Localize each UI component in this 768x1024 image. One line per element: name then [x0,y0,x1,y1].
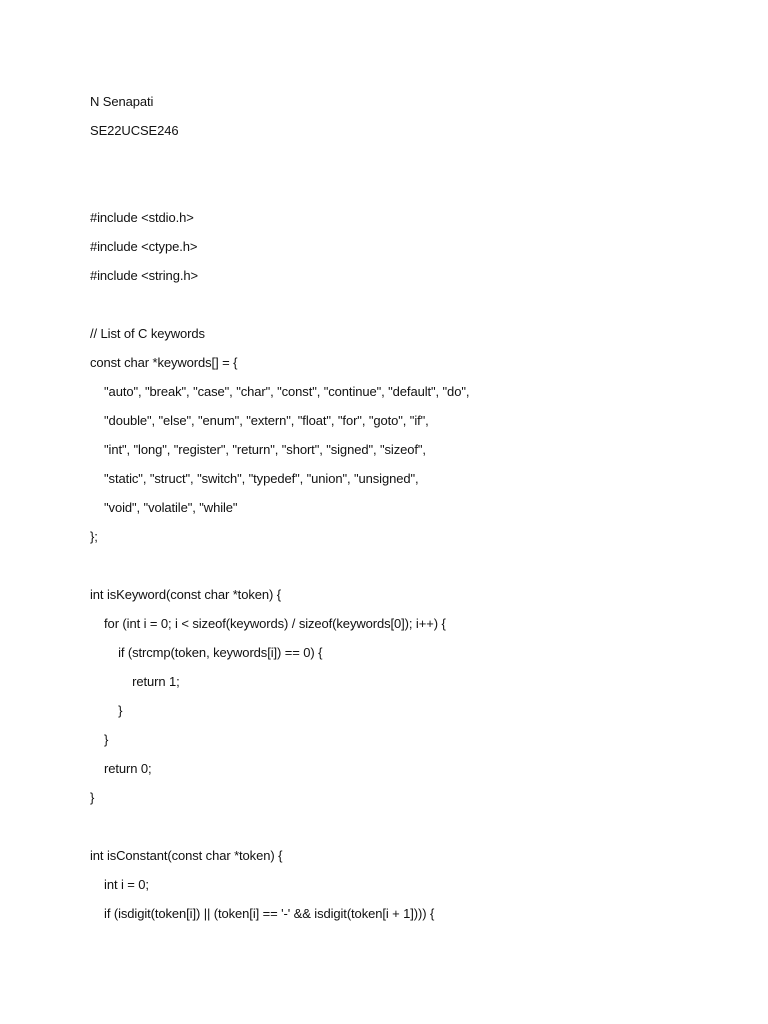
code-line: "int", "long", "register", "return", "short", "signed", "sizeof", [90,442,426,457]
student-id: SE22UCSE246 [90,123,179,138]
code-line: }; [90,529,98,544]
code-line: } [90,703,123,718]
code-comment: // List of C keywords [90,326,205,341]
code-line: "auto", "break", "case", "char", "const", "continue", "default", "do", [90,384,470,399]
author-name: N Senapati [90,94,154,109]
code-line: #include <stdio.h> [90,210,194,225]
code-line: return 1; [90,674,180,689]
code-line: #include <ctype.h> [90,239,198,254]
code-line: } [90,732,109,747]
code-line: "static", "struct", "switch", "typedef", "union", "unsigned", [90,471,419,486]
code-line: int isConstant(const char *token) { [90,848,283,863]
code-line: #include <string.h> [90,268,198,283]
code-line: "double", "else", "enum", "extern", "float", "for", "goto", "if", [90,413,429,428]
code-line: return 0; [90,761,152,776]
code-line: "void", "volatile", "while" [90,500,238,515]
code-line: const char *keywords[] = { [90,355,238,370]
code-line: int i = 0; [90,877,149,892]
code-line: if (strcmp(token, keywords[i]) == 0) { [90,645,323,660]
code-line: for (int i = 0; i < sizeof(keywords) / sizeof(keywords[0]); i++) { [90,616,446,631]
code-line: int isKeyword(const char *token) { [90,587,281,602]
code-line: } [90,790,95,805]
code-line: if (isdigit(token[i]) || (token[i] == '-' && isdigit(token[i + 1]))) { [90,906,435,921]
